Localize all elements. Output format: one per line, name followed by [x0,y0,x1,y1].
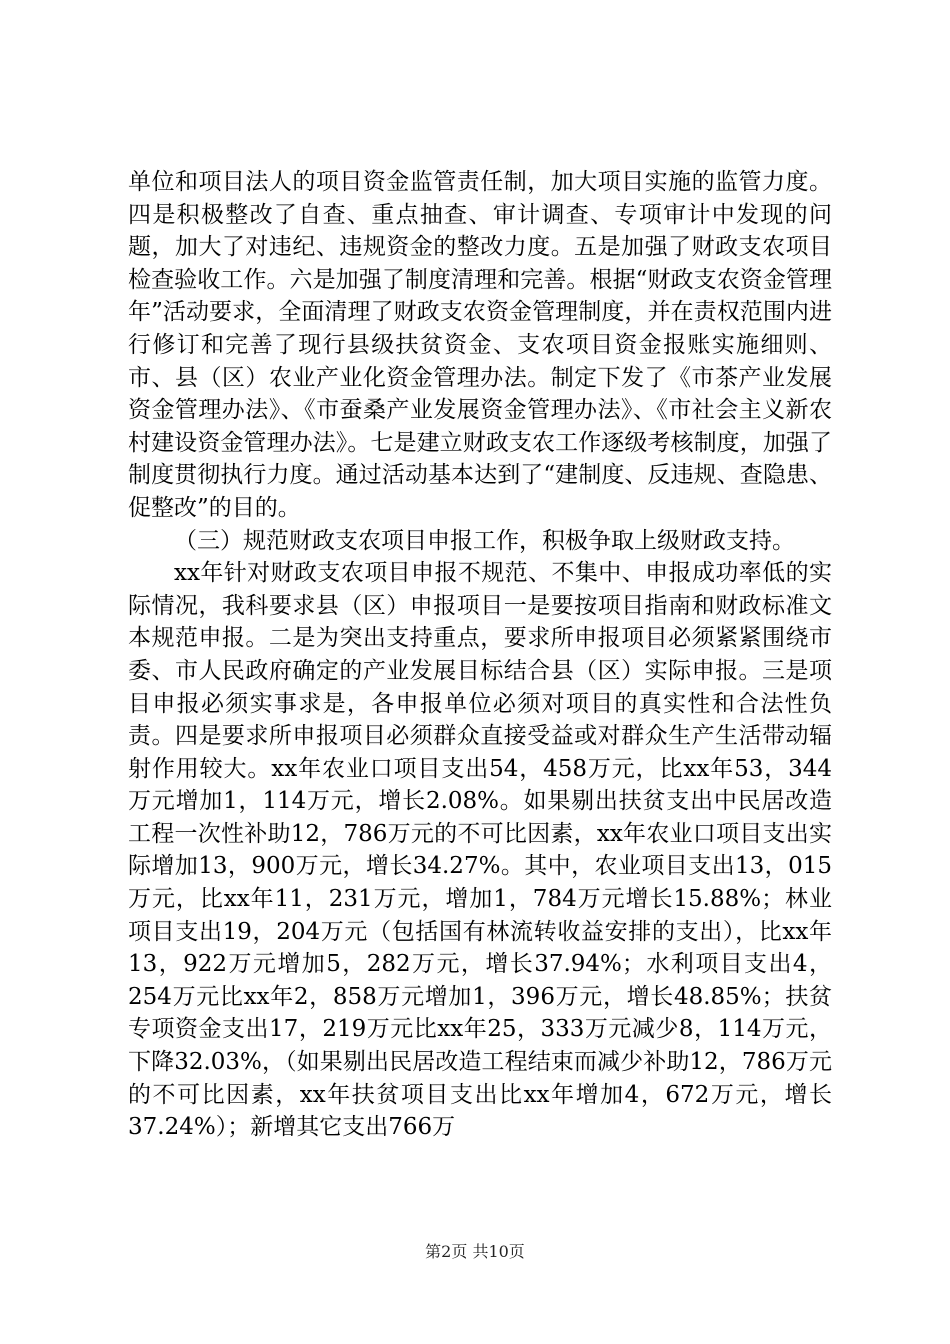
paragraph-3: xx年针对财政支农项目申报不规范、不集中、申报成功率低的实际情况，我科要求县（区）申报项目一是要按项目指南和财政标准文本规范申报。二是为突出支持重点，要求所申报项目必须紧紧围绕市委、市人民政府确定的产业发展目标结合县（区）实际申报。三是项目申报必须实事求是，各申报单位必须对项目的真实性和合法性负责。四是要求所申报项目必须群众直接受益或对群众生产生活带动辐射作用较大。xx年农业口项目支出54，458万元，比xx年53，344万元增加1，114万元，增长2.08%。如果剔出扶贫支出中民居改造工程一次性补助12，786万元的不可比因素，xx年农业口项目支出实际增加13，900万元，增长34.27%。其中，农业项目支出13，015万元，比xx年11，231万元，增加1，784万元增长15.88%；林业项目支出19，204万元（包括国有林流转收益安排的支出），比xx年13，922万元增加5，282万元，增长37.94%；水利项目支出4，254万元比xx年2，858万元增加1，396万元，增长48.85%；扶贫专项资金支出17，219万元比xx年25，333万元减少8，114万元，下降32.03%，（如果剔出民居改造工程结束而减少补助12，786万元的不可比因素，xx年扶贫项目支出比xx年增加4，672万元，增长37.24%）；新增其它支出766万 [128,560,832,1141]
paragraph-1: 单位和项目法人的项目资金监管责任制，加大项目实施的监管力度。四是积极整改了自查、重点抽查、审计调查、专项审计中发现的问题，加大了对违纪、违规资金的整改力度。五是加强了财政支农项目检查验收工作。六是加强了制度清理和完善。根据“财政支农资金管理年”活动要求，全面清理了财政支农资金管理制度，并在责权范围内进行修订和完善了现行县级扶贫资金、支农项目资金报账实施细则、市、县（区）农业产业化资金管理办法。制定下发了《市茶产业发展资金管理办法》、《市蚕桑产业发展资金管理办法》、《市社会主义新农村建设资金管理办法》。七是建立财政支农工作逐级考核制度，加强了制度贯彻执行力度。通过活动基本达到了“建制度、反违规、查隐患、促整改”的目的。 [128,169,832,521]
paragraph-2-heading: （三）规范财政支农项目申报工作，积极争取上级财政支持。 [174,527,795,554]
document-body [128,166,832,1144]
page-footer: 第2页 共10页 [425,1242,525,1261]
